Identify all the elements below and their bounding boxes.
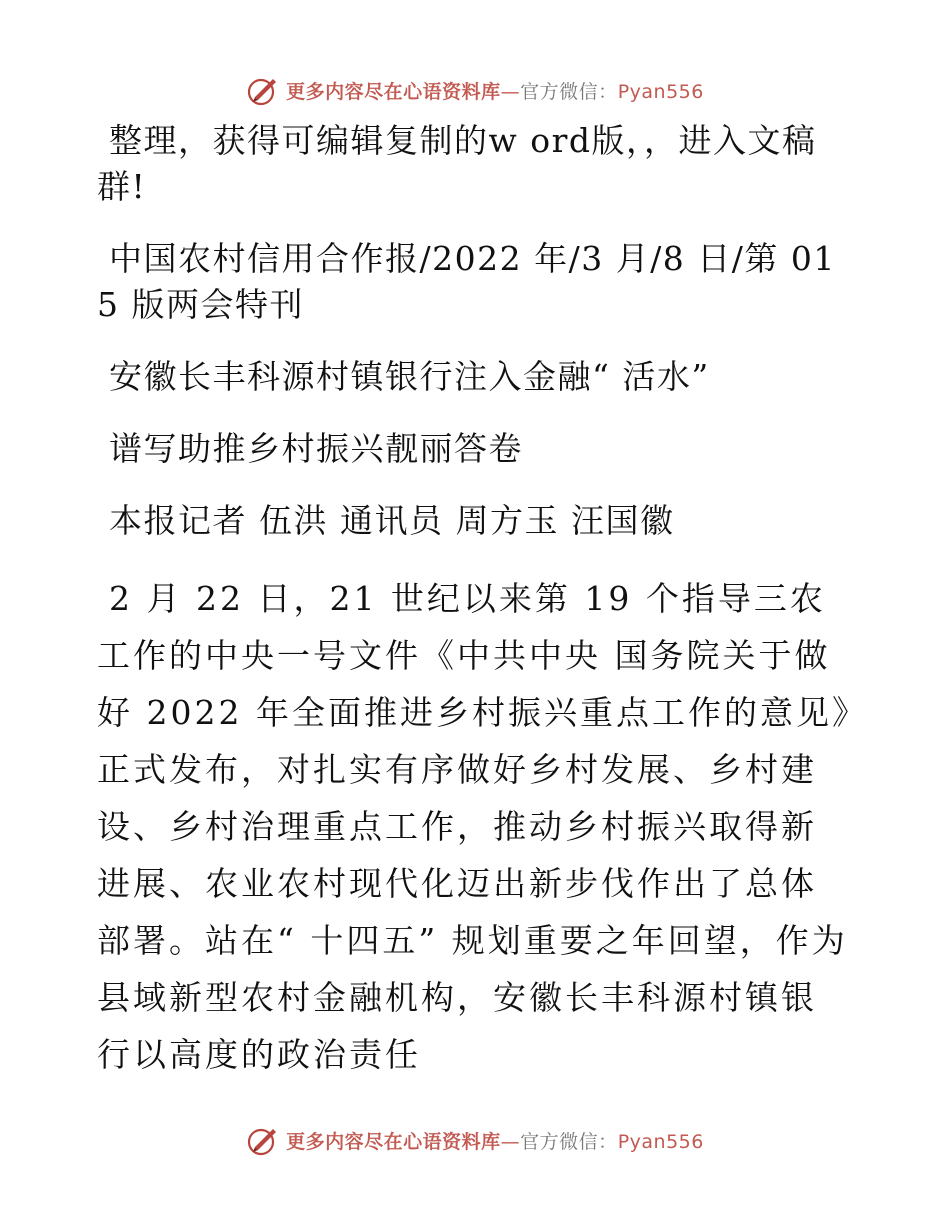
watermark-lead: 更多内容尽在心语资料库 <box>286 1130 501 1153</box>
article-body <box>97 118 852 1109</box>
headline-secondary: 谱写助推乡村振兴靓丽答卷 <box>109 429 523 468</box>
source-line: 中国农村信用合作报/2022 年/3 月/8 日/第 015 版两会特刊 <box>97 239 836 324</box>
watermark-label: 官方微信： <box>520 1130 618 1153</box>
watermark-text <box>286 1127 704 1154</box>
body-paragraph: 2 月 22 日，21 世纪以来第 19 个指导三农工作的中央一号文件《中共中央 国务院关于做好 2022 年全面推进乡村振兴重点工作的意见》正式发布，对扎实有序做好乡村发展、乡村建设、乡村治理重点工作，推动乡村振兴取得新进展、农业农村现代化迈出新步伐作出了总体部署。站在“ 十四五” 规划重要之年回望，作为县域新型农村金融机构，安徽长丰科源村镇银行以高度的政治责任 <box>97 579 852 1074</box>
pen-logo-icon <box>246 73 280 107</box>
intro-paragraph: 整理，获得可编辑复制的w ord版，，进入文稿群! <box>97 121 817 206</box>
watermark-dash: — <box>500 80 521 103</box>
byline: 本报记者 伍洪 通讯员 周方玉 汪国徽 <box>109 501 675 540</box>
watermark-account: Pyan556 <box>617 1130 704 1153</box>
watermark-label: 官方微信： <box>520 80 618 103</box>
footer-watermark-banner <box>0 1120 950 1160</box>
watermark-lead: 更多内容尽在心语资料库 <box>286 80 501 103</box>
header-watermark-banner <box>0 70 950 110</box>
watermark-dash: — <box>500 1130 521 1153</box>
watermark-account: Pyan556 <box>617 80 704 103</box>
headline-primary: 安徽长丰科源村镇银行注入金融“ 活水” <box>109 357 710 396</box>
watermark-text <box>286 77 704 104</box>
pen-logo-icon <box>246 1123 280 1157</box>
